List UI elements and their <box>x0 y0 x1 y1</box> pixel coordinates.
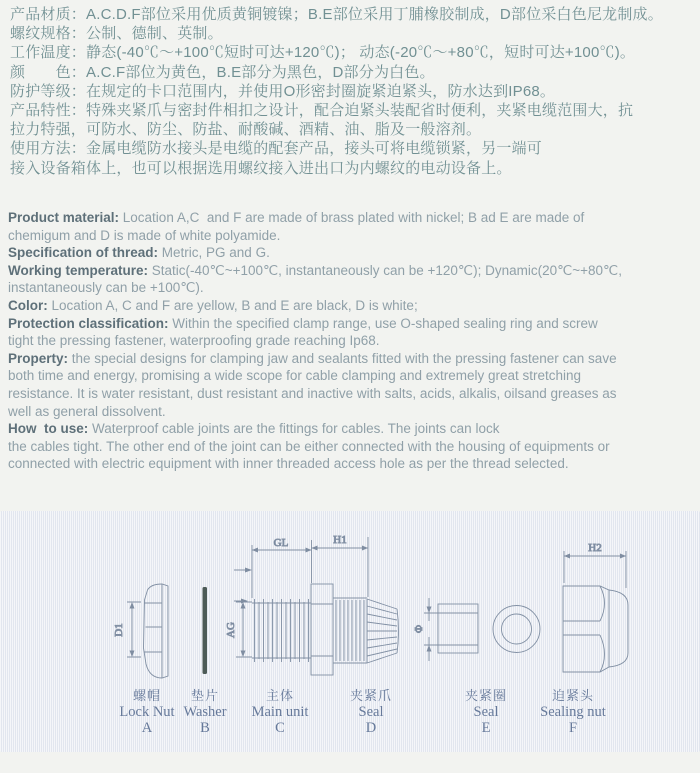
sealing-nut-drawing <box>563 586 628 672</box>
en-spec-text: the cables tight. The other end of the joint can be either connected with the housing of equipments or <box>8 438 610 454</box>
dimension-d1 <box>113 602 141 657</box>
en-spec-line <box>8 262 698 280</box>
en-spec-line <box>8 279 698 297</box>
en-spec-text: instantaneously can be +100℃). <box>8 280 204 296</box>
en-spec-line <box>8 244 698 262</box>
en-spec-line <box>8 385 698 403</box>
en-spec-text: Within the specified clamp range, use O-shaped sealing ring and screw <box>168 315 598 331</box>
en-spec-line <box>8 403 698 421</box>
dimension-h1 <box>312 534 369 597</box>
part-name-en: Seal <box>473 704 499 720</box>
seal-ring-front-drawing <box>493 606 540 653</box>
part-name-cn: 夹紧圈 <box>464 688 508 703</box>
part-name-cn: 垫片 <box>190 688 219 703</box>
washer-drawing <box>203 587 208 674</box>
diagram-panel <box>0 511 700 752</box>
dim-label-d1: D1 <box>113 623 125 637</box>
part-name-en: Seal <box>358 704 384 720</box>
en-spec-line <box>8 367 698 385</box>
part-name-en: Lock Nut <box>119 704 175 720</box>
part-label-lock-nut <box>119 688 174 736</box>
cn-spec-line: 产品特性：特殊夹紧爪与密封件相扣之设计，配合迫紧头装配省时便利，夹紧电缆范围大，抗 <box>10 102 634 120</box>
dimension-phi <box>413 598 441 661</box>
cn-spec-line: 工作温度：静态(-40℃～+100℃短时可达+120℃)； 动态(-20℃～+80℃，短时可达+100℃)。 <box>10 44 636 62</box>
part-letter: B <box>200 720 210 736</box>
en-spec-line <box>8 455 698 473</box>
cn-spec-line: 螺纹规格：公制、德制、英制。 <box>10 25 223 43</box>
seal-ring-side-drawing <box>438 604 478 653</box>
en-spec-text: resistance. It is water resistant, dust resistant and inactive with salts, acids, alkalis, oilsand greases as <box>8 385 617 401</box>
en-spec-text: Location A,C and F are made of brass plated with nickel; B ad E are made of <box>119 210 585 225</box>
dim-label-phi: Φ <box>413 624 425 634</box>
part-label-washer <box>183 688 226 736</box>
cn-spec-line: 产品材质：A.C.D.F部位采用优质黄铜镀镍；B.E部位采用丁脯橡胶制成，D部位采白色尼龙制成。 <box>10 6 663 23</box>
part-letter: E <box>481 720 491 736</box>
part-label-claw-seal <box>350 688 392 736</box>
cn-spec-line: 使用方法：金属电缆防水接头是电缆的配套产品，接头可将电缆锁紧，另一端可 <box>10 140 543 158</box>
part-label-sealing-nut <box>540 688 606 736</box>
en-spec-text: chemigum and D is made of white polyamide. <box>8 227 281 243</box>
lock-nut-drawing <box>144 584 169 678</box>
en-spec-heading: Property: <box>8 350 69 366</box>
dim-label-ag: AG <box>225 622 237 638</box>
dimension-h2 <box>564 542 626 588</box>
en-spec-text: the special designs for clamping jaw and sealants fitted with the pressing fastener can save <box>68 350 617 366</box>
part-name-cn: 螺帽 <box>132 688 162 703</box>
en-spec-line <box>8 332 698 350</box>
en-spec-text: connected with electric equipment with inner threaded access hole as per the thread selected. <box>8 456 569 472</box>
dim-label-h1: H1 <box>333 534 347 546</box>
en-spec-text: Waterproof cable joints are the fittings for cables. The joints can lock <box>88 421 500 437</box>
en-spec-heading: How to use: <box>8 421 89 437</box>
cn-spec-line: 拉力特强，可防水、防尘、防盐、耐酸碱、酒精、油、脂及一般溶剂。 <box>10 121 482 139</box>
chinese-spec-block <box>10 5 698 178</box>
part-letter: A <box>141 720 153 736</box>
leader-arrows <box>234 568 252 604</box>
part-name-en: Sealing nut <box>540 704 606 720</box>
en-spec-text: tight the pressing fastener, waterproofing grade reaching Ip68. <box>8 333 380 349</box>
part-name-en: Washer <box>183 704 227 720</box>
en-spec-text: both time and energy, promising a wide scope for cable clamping and extremely great stretching <box>8 368 582 384</box>
en-spec-heading: Protection classification: <box>8 315 169 331</box>
en-spec-line <box>8 297 698 315</box>
dimension-gl <box>252 537 312 598</box>
en-spec-line <box>8 209 698 227</box>
en-spec-text: Metric, PG and G. <box>158 245 270 261</box>
part-label-ring-seal <box>465 688 507 736</box>
en-spec-line <box>8 420 698 438</box>
part-letter: D <box>365 720 377 736</box>
part-letter: C <box>275 720 285 736</box>
dim-label-h2: H2 <box>588 542 602 554</box>
part-name-en: Main unit <box>251 704 309 720</box>
en-spec-heading: Working temperature: <box>8 262 149 278</box>
en-spec-text: Location A, C and F are yellow, B and E are black, D is white; <box>47 297 418 313</box>
en-spec-text: Static(-40℃~+100℃, instantaneously can be +120℃); Dynamic(20℃~+80℃, <box>148 262 622 278</box>
en-spec-line <box>8 438 698 456</box>
cn-spec-line: 颜 色：A.C.F部位为黄色，B.E部分为黑色，D部分为白色。 <box>10 63 435 81</box>
part-name-cn: 夹紧爪 <box>349 688 393 703</box>
en-spec-text: well as general dissolvent. <box>8 403 166 419</box>
english-spec-block <box>8 209 698 473</box>
part-letter: F <box>568 720 578 736</box>
clamping-claw-drawing <box>367 599 399 663</box>
main-unit-drawing <box>252 584 367 675</box>
part-label-main-unit <box>252 688 309 736</box>
en-spec-line <box>8 350 698 368</box>
en-spec-heading: Specification of thread: <box>8 245 159 261</box>
en-spec-heading: Color: <box>8 297 48 313</box>
part-name-cn: 主体 <box>265 688 295 703</box>
cn-spec-line: 接入设备箱体上，也可以根据选用螺纹接入进出口为内螺纹的电动设备上。 <box>10 159 512 177</box>
part-name-cn: 迫紧头 <box>551 688 594 703</box>
en-spec-heading: Product material: <box>8 210 120 225</box>
en-spec-line <box>8 315 698 333</box>
dimension-ag <box>225 602 252 657</box>
cn-spec-line: 防护等级：在规定的卡口范围内，并使用O形密封圈旋紧迫紧头，防水达到IP68。 <box>10 82 556 100</box>
en-spec-line <box>8 227 698 245</box>
dim-label-gl: GL <box>273 537 289 549</box>
